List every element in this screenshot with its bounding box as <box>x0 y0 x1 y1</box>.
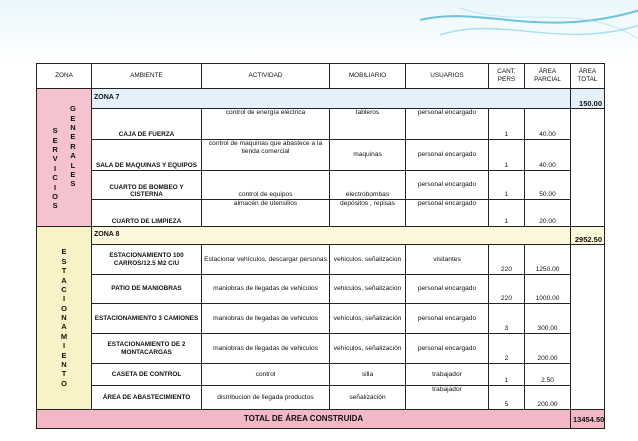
table-row <box>37 364 605 386</box>
area-parcial-cell: 40.00 <box>525 109 571 140</box>
area-parcial-cell: 2.50 <box>525 364 571 386</box>
cant-cell: 5 <box>489 386 525 410</box>
cant-cell: 3 <box>489 304 525 334</box>
usuarios-cell: personal encargado <box>406 275 489 304</box>
ambiente-cell: ÁREA DE ABASTECIMIENTO <box>92 386 202 410</box>
zona8-label-cell <box>37 227 92 410</box>
header-zona: ZONA <box>37 64 92 89</box>
total-label: TOTAL DE ÁREA CONSTRUIDA <box>37 410 571 429</box>
area-parcial-cell: 40.00 <box>525 140 571 171</box>
header-ambiente: AMBIENTE <box>92 64 202 89</box>
area-parcial-cell: 20.00 <box>525 200 571 227</box>
actividad-cell: control de maquinas que abastece a la tienda comercial <box>202 140 330 171</box>
table-row <box>37 275 605 304</box>
actividad-cell: control de energía eléctrica <box>202 109 330 140</box>
usuarios-cell: personal encargado <box>406 334 489 364</box>
mobiliario-cell: electrobombas <box>330 171 406 200</box>
actividad-cell: control de equipos <box>202 171 330 200</box>
zona8-total: 2952.50 <box>571 227 605 245</box>
usuarios-cell: trabajador <box>406 386 489 410</box>
total-row <box>37 410 605 429</box>
cant-cell: 2 <box>489 334 525 364</box>
header-mobiliario: MOBILIARIO <box>330 64 406 89</box>
ambiente-cell: PATIO DE MANIOBRAS <box>92 275 202 304</box>
mobiliario-cell: vehiculos, señalizacion <box>330 275 406 304</box>
area-parcial-cell: 200.00 <box>525 334 571 364</box>
ambiente-cell: CUARTO DE LIMPIEZA <box>92 200 202 227</box>
header-area-parcial: ÁREA PARCIAL <box>525 64 571 89</box>
table-row <box>37 334 605 364</box>
generales-vertical-text: G E N E R A L E S <box>70 104 76 189</box>
mobiliario-cell: vehículos, señalización <box>330 304 406 334</box>
header-usuarios: USUARIOS <box>406 64 489 89</box>
zona8-total-empty <box>571 245 605 410</box>
usuarios-cell: personal encargado <box>406 200 489 227</box>
zona7-title: ZONA 7 <box>92 89 571 109</box>
mobiliario-cell: tableros <box>330 109 406 140</box>
actividad-cell: almacén de utensilios <box>202 200 330 227</box>
ambiente-cell: CAJA DE FUERZA <box>92 109 202 140</box>
mobiliario-cell: silla <box>330 364 406 386</box>
zona8-title: ZONA 8 <box>92 227 571 245</box>
ambiente-cell: ESTACIONAMIENTO DE 2 MONTACARGAS <box>92 334 202 364</box>
cant-cell: 1 <box>489 200 525 227</box>
header-area-total: ÁREA TOTAL <box>571 64 605 89</box>
mobiliario-cell: vehículos, señalización <box>330 334 406 364</box>
zona7-band <box>37 89 605 109</box>
table-row <box>37 304 605 334</box>
table-row <box>37 386 605 410</box>
cant-cell: 220 <box>489 275 525 304</box>
ambiente-cell: CUARTO DE BOMBEO Y CISTERNA <box>92 171 202 200</box>
actividad-cell: maniobras de llegadas de vehiculos <box>202 304 330 334</box>
ambiente-cell: ESTACIONAMIENTO 100 CARROS/12.5 M2 C/U <box>92 245 202 275</box>
actividad-cell: maniobras de llegadas de vehiculos <box>202 275 330 304</box>
actividad-cell: distribucion de llegada productos <box>202 386 330 410</box>
ambiente-cell: CASETA DE CONTROL <box>92 364 202 386</box>
mobiliario-cell: vehiculos, señalizacion <box>330 245 406 275</box>
cant-cell: 1 <box>489 364 525 386</box>
cant-cell: 1 <box>489 171 525 200</box>
usuarios-cell: personal encargado <box>406 109 489 140</box>
area-table <box>36 63 605 429</box>
area-parcial-cell: 300.00 <box>525 304 571 334</box>
header-actividad: ACTIVIDAD <box>202 64 330 89</box>
area-parcial-cell: 1000.00 <box>525 275 571 304</box>
area-parcial-cell: 50.00 <box>525 171 571 200</box>
actividad-cell: maniobras de llegadas de vehiculos <box>202 334 330 364</box>
area-table-sheet <box>36 63 604 428</box>
cant-cell: 220 <box>489 245 525 275</box>
header-cant-pers: CANT. PERS <box>489 64 525 89</box>
usuarios-cell: visitantes <box>406 245 489 275</box>
table-row <box>37 140 605 171</box>
zona7-total: 150.00 <box>571 89 605 109</box>
table-row <box>37 245 605 275</box>
usuarios-cell: personal encargado <box>406 304 489 334</box>
servicios-vertical-text: S E R V I C I O S <box>52 126 58 211</box>
zona7-label-cell <box>37 89 92 227</box>
actividad-cell: control <box>202 364 330 386</box>
table-row <box>37 171 605 200</box>
usuarios-cell: personal encargado <box>406 140 489 171</box>
usuarios-cell: personal encargado <box>406 171 489 200</box>
table-row <box>37 109 605 140</box>
total-value: 13454.50 <box>571 410 605 429</box>
table-row <box>37 200 605 227</box>
mobiliario-cell: señalización <box>330 386 406 410</box>
mobiliario-cell: maquinas <box>330 140 406 171</box>
ambiente-cell: ESTACIONAMIENTO 3 CAMIONES <box>92 304 202 334</box>
header-row <box>37 64 605 89</box>
cant-cell: 1 <box>489 140 525 171</box>
area-parcial-cell: 200.00 <box>525 386 571 410</box>
usuarios-cell: trabajador <box>406 364 489 386</box>
ambiente-cell: SALA DE MAQUINAS Y EQUIPOS <box>92 140 202 171</box>
actividad-cell: Estacionar vehículos, descargar personas <box>202 245 330 275</box>
estacionamiento-vertical-text: E S T A C I O N A M I E N T O <box>60 247 68 388</box>
area-parcial-cell: 1250.00 <box>525 245 571 275</box>
decorative-swirl <box>420 0 638 60</box>
zona7-total-empty <box>571 109 605 227</box>
mobiliario-cell: depósitos , repisas <box>330 200 406 227</box>
zona8-band <box>37 227 605 245</box>
cant-cell: 1 <box>489 109 525 140</box>
